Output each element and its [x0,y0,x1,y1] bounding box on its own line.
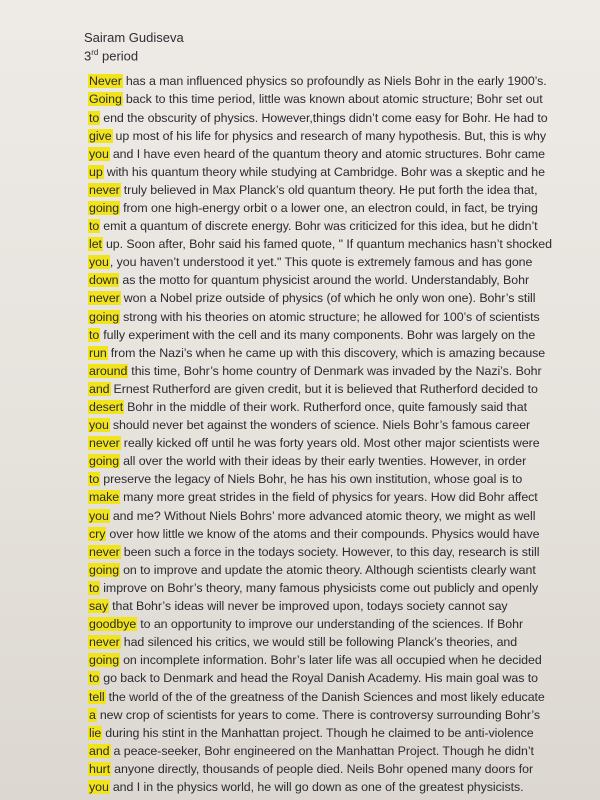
highlighted-word: down [89,273,119,288]
line-text: should never bet against the wonders of science. Niels Bohr’s famous career [112,418,531,433]
essay-line [90,434,594,452]
essay-line [90,217,594,235]
line-text: has a man influenced physics so profoundly as Niels Bohr in the early 1900’s. [125,74,547,89]
line-text: up most of his life for physics and research of many hypothesis. But, this is why [115,128,547,143]
highlighted-word: going [89,309,120,324]
highlighted-word: run [89,345,107,360]
essay-line [90,235,594,253]
line-text: as the motto for quantum physicist around the world. Understandably, Bohr [122,273,530,288]
highlighted-word: never [89,436,120,451]
essay-line [90,109,594,127]
line-text: end the obscurity of physics. However,things didn’t come easy for Bohr. He had to [103,110,548,125]
essay-line [90,326,594,344]
line-text: new crop of scientists for years to come. There is controversy surrounding Bohr’s [99,707,540,722]
highlighted-word: never [89,291,120,306]
essay-line [90,688,594,706]
essay-line [90,344,594,362]
essay-line [90,308,594,326]
essay-line [90,615,594,633]
period-number: 3 [84,48,92,64]
highlighted-word: to [89,472,100,487]
highlighted-word: going [89,454,120,469]
essay-line [90,163,594,181]
line-text: improve on Bohr’s theory, many famous physicists come out publicly and openly [103,580,539,595]
highlighted-word: give [89,128,112,143]
class-period [84,45,600,63]
line-text: from the Nazi’s when he came up with this discovery, which is amazing because [110,345,546,360]
highlighted-word: never [89,635,120,650]
essay-line [90,760,594,778]
line-text: , you haven’t understood it yet." This quote is extremely famous and has gone [109,255,533,270]
line-text: up. Soon after, Bohr said his famed quote, " If quantum mechanics hasn’t shocked [105,237,552,252]
highlighted-word: and [89,743,110,758]
highlighted-word: let [89,237,102,252]
essay-line [90,507,594,525]
line-text: on incomplete information. Bohr’s later life was all occupied when he decided [123,653,542,668]
line-text: during his stint in the Manhattan project. Though he claimed to be anti-violence [105,725,534,740]
highlighted-word: never [89,544,120,559]
highlighted-word: lie [89,725,102,740]
essay-line [90,651,594,669]
line-text: anyone directly, thousands of people died. Neils Bohr opened many doors for [114,761,534,776]
highlighted-word: to [89,671,100,686]
highlighted-word: make [89,490,120,505]
highlighted-word: to [89,580,100,595]
highlighted-word: goodbye [89,617,137,632]
line-text: emit a quantum of discrete energy. Bohr was criticized for this idea, but he didn’t [103,219,538,234]
line-text: Ernest Rutherford are given credit, but it is believed that Rutherford decided to [113,381,538,396]
essay-line [90,199,594,217]
essay-line [90,633,594,651]
essay-line [90,416,594,434]
essay-body [90,72,594,796]
line-text: preserve the legacy of Niels Bohr, he has his own institution, whose goal is to [103,472,523,487]
essay-line [90,398,594,416]
essay-line [90,470,594,488]
highlighted-word: to [89,327,100,342]
essay-line [90,90,594,108]
essay-line [90,724,594,742]
highlighted-word: cry [89,526,106,541]
line-text: to an opportunity to improve our understanding of the sciences. If Bohr [140,617,524,632]
essay-line [90,72,594,90]
essay-line [90,127,594,145]
line-text: over how little we know of the atoms and their compounds. Physics would have [109,526,540,541]
document-header [84,30,600,63]
line-text: Bohr in the middle of their work. Rutherford once, quite famously said that [127,400,527,415]
highlighted-word: you [89,146,109,161]
highlighted-word: around [89,363,128,378]
line-text: this time, Bohr’s home country of Denmark was invaded by the Nazi’s. Bohr [131,363,542,378]
period-suffix: rd [91,48,99,57]
essay-line [90,579,594,597]
line-text: a peace-seeker, Bohr engineered on the Manhattan Project. Though he didn’t [113,743,534,758]
highlighted-word: Never [89,74,122,89]
essay-line [90,145,594,163]
line-text: with his quantum theory while studying at Cambridge. Bohr was a skeptic and he [106,164,545,179]
highlighted-word: going [89,200,120,215]
line-text: won a Nobel prize outside of physics (of which he only won one). Bohr’s still [123,291,536,306]
essay-line [90,362,594,380]
line-text: the world of the of the greatness of the Danish Sciences and most likely educate [108,689,545,704]
line-text: and me? Without Niels Bohrs’ more advanced atomic theory, we might as well [112,508,536,523]
line-text: on to improve and update the atomic theory. Although scientists clearly want [123,562,536,577]
highlighted-word: and [89,381,110,396]
line-text: been such a force in the todays society. However, to this day, research is still [123,544,540,559]
highlighted-word: to [89,110,100,125]
line-text: many more great strides in the field of physics for years. How did Bohr affect [123,490,538,505]
line-text: fully experiment with the cell and its many components. Bohr was largely on the [103,327,536,342]
line-text: from one high-energy orbit o a lower one, an electron could, in fact, be trying [123,200,538,215]
highlighted-word: going [89,653,120,668]
highlighted-word: a [89,707,96,722]
essay-line [90,525,594,543]
line-text: truly believed in Max Planck’s old quantum theory. He put forth the idea that, [123,182,538,197]
line-text: had silenced his critics, we would still be following Planck’s theories, and [123,635,518,650]
essay-line [90,380,594,398]
essay-line [90,706,594,724]
highlighted-word: desert [89,400,124,415]
line-text: back to this time period, little was known about atomic structure; Bohr set out [125,92,543,107]
highlighted-word: to [89,219,100,234]
essay-line [90,488,594,506]
essay-line [90,597,594,615]
line-text: go back to Denmark and head the Royal Danish Academy. His main goal was to [103,671,539,686]
highlighted-word: never [89,182,120,197]
essay-line [90,181,594,199]
essay-line [90,742,594,760]
essay-line [90,452,594,470]
line-text: and I have even heard of the quantum theory and atomic structures. Bohr came [112,146,546,161]
highlighted-word: up [89,164,103,179]
period-word: period [101,48,139,64]
highlighted-word: say [89,599,109,614]
highlighted-word: hurt [89,761,111,776]
essay-line [90,289,594,307]
line-text: all over the world with their ideas by their early twenties. However, in order [123,454,527,469]
highlighted-word: Going [89,92,122,107]
highlighted-word: you [89,508,109,523]
essay-line [90,271,594,289]
essay-line [90,543,594,561]
highlighted-word: going [89,562,120,577]
line-text: and I in the physics world, he will go down as one of the greatest physicists. [112,779,524,794]
essay-line [90,778,594,796]
line-text: strong with his theories on atomic structure; he allowed for 100’s of scientists [123,309,540,324]
essay-line [90,561,594,579]
highlighted-word: you [89,779,109,794]
author-name: Sairam Gudiseva [84,30,184,45]
highlighted-word: you [89,255,109,270]
highlighted-word: you [89,418,109,433]
highlighted-word: tell [89,689,105,704]
essay-line [90,253,594,271]
essay-line [90,669,594,687]
line-text: really kicked off until he was forty years old. Most other major scientists were [123,436,540,451]
line-text: that Bohr’s ideas will never be improved upon, todays society cannot say [112,599,508,614]
